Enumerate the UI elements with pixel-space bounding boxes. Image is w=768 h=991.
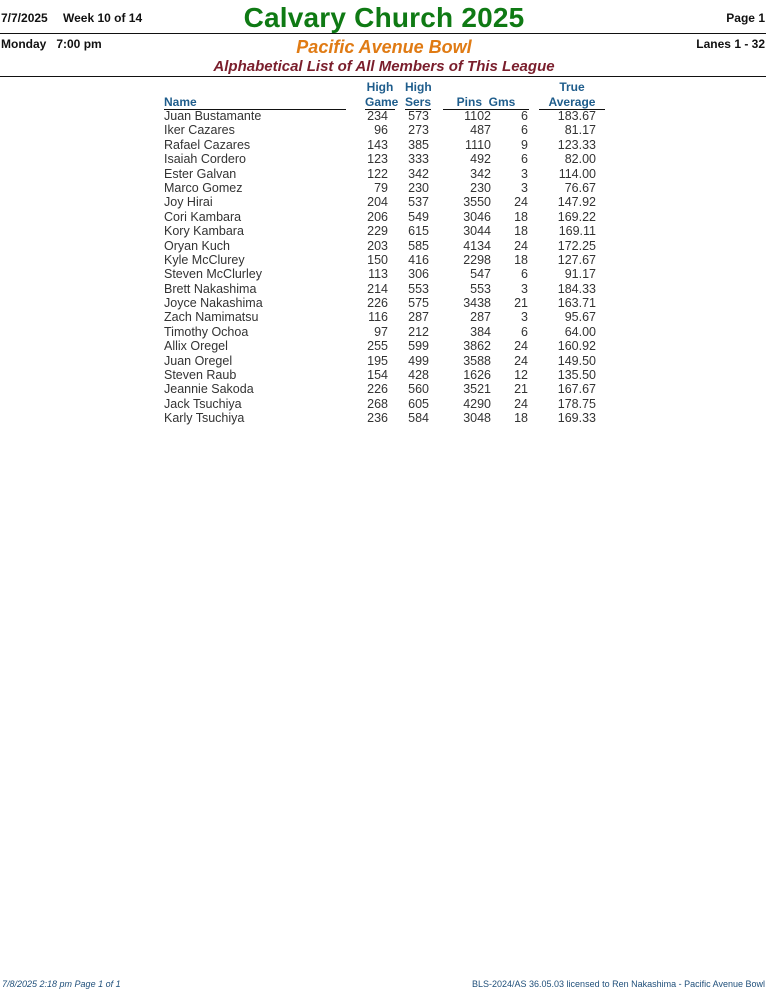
day-time: Monday 7:00 pm [1,37,102,51]
member-pins: 3588 [463,353,491,368]
member-pins: 3044 [463,224,491,239]
member-average: 76.67 [564,180,596,195]
col-header-pins-games: Pins Gms [443,95,529,110]
member-average: 172.25 [557,238,596,253]
member-name: Allix Oregel [164,339,228,354]
table-row [0,138,768,152]
member-high-game: 123 [367,152,388,167]
member-games: 18 [514,209,528,224]
member-average: 82.00 [564,152,596,167]
table-row [0,224,768,238]
member-pins: 3438 [463,296,491,311]
member-name: Rafael Cazares [164,137,251,152]
member-games: 3 [521,166,528,181]
member-high-series: 553 [408,281,429,296]
member-name: Karly Tsuchiya [164,411,245,426]
week-label: Week 10 of 14 [63,11,143,25]
member-name: Marco Gomez [164,180,243,195]
member-games: 21 [514,296,528,311]
table-row [0,296,768,310]
member-pins: 1110 [465,137,491,152]
center-name: Pacific Avenue Bowl [296,37,472,57]
col-header-average: Average [539,95,605,110]
member-average: 123.33 [557,137,596,152]
member-name: Isaiah Cordero [164,152,246,167]
member-games: 24 [514,238,528,253]
member-average: 163.71 [557,296,596,311]
member-high-game: 113 [368,267,388,282]
member-name: Steven McClurley [164,267,262,282]
page-number: Page 1 [726,11,765,25]
footer-printed: 7/8/2025 2:18 pm Page 1 of 1 [2,979,121,989]
member-average: 169.11 [558,224,596,239]
member-name: Joy Hirai [164,195,213,210]
member-high-game: 195 [367,353,388,368]
member-average: 183.67 [557,109,596,123]
member-average: 160.92 [557,339,596,354]
table-row [0,253,768,267]
table-row [0,181,768,195]
table-row [0,411,768,425]
member-name: Oryan Kuch [164,238,231,253]
member-high-game: 226 [367,382,388,397]
table-row [0,239,768,253]
member-games: 18 [514,252,528,267]
col-header-high-series: Sers [405,95,432,109]
member-high-game: 203 [367,238,388,253]
table-row [0,123,768,137]
member-name: Timothy Ochoa [164,324,249,339]
member-games: 6 [521,109,528,123]
member-average: 91.17 [564,267,596,282]
table-row [0,382,768,396]
member-high-series: 428 [408,368,429,383]
member-games: 3 [521,180,528,195]
member-name: Kyle McClurey [164,252,245,267]
member-pins: 4134 [463,238,491,253]
member-name: Joyce Nakashima [164,296,263,311]
col-header-high-series-top: High [405,80,432,94]
member-high-game: 214 [367,281,388,296]
header-rule-bottom [0,76,766,77]
member-name: Steven Raub [164,368,237,383]
member-high-series: 333 [408,152,429,167]
member-high-game: 226 [367,296,388,311]
member-pins: 3521 [463,382,491,397]
member-games: 9 [521,137,528,152]
member-name: Cori Kambara [164,209,242,224]
member-average: 135.50 [557,368,596,383]
member-pins: 1626 [463,368,491,383]
member-average: 184.33 [557,281,596,296]
report-title: Alphabetical List of All Members of This League [213,58,555,75]
member-name: Ester Galvan [164,166,237,181]
member-games: 3 [521,281,528,296]
member-high-game: 150 [367,252,388,267]
member-pins: 4290 [463,396,491,411]
member-high-series: 573 [408,109,429,123]
member-average: 64.00 [564,324,596,339]
member-name: Juan Oregel [164,353,233,368]
member-pins: 3046 [463,209,491,224]
member-high-game: 143 [367,137,388,152]
member-high-game: 79 [374,180,388,195]
member-high-series: 416 [408,252,429,267]
member-high-game: 229 [367,224,388,239]
member-games: 6 [521,123,528,138]
member-high-game: 268 [367,396,388,411]
table-row [0,167,768,181]
member-name: Brett Nakashima [164,281,257,296]
member-name: Kory Kambara [164,224,244,239]
member-pins: 2298 [463,252,491,267]
member-pins: 3550 [463,195,491,210]
member-games: 24 [514,339,528,354]
member-high-series: 599 [408,339,429,354]
member-high-series: 575 [408,296,429,311]
member-high-series: 385 [408,137,429,152]
member-games: 18 [514,411,528,426]
member-pins: 3048 [463,411,491,426]
member-pins: 487 [470,123,491,138]
member-pins: 384 [470,324,491,339]
member-high-series: 537 [408,195,429,210]
table-row [0,195,768,209]
table-row [0,210,768,224]
member-average: 81.17 [564,123,596,138]
member-high-game: 154 [367,368,388,383]
member-games: 6 [521,152,528,167]
table-row [0,354,768,368]
member-average: 178.75 [557,396,596,411]
member-games: 24 [514,195,528,210]
table-row [0,282,768,296]
member-high-series: 287 [408,310,429,325]
member-high-series: 560 [408,382,429,397]
table-row [0,267,768,281]
col-header-name: Name [164,95,346,110]
member-games: 21 [514,382,528,397]
member-high-series: 584 [408,411,429,426]
table-row [0,339,768,353]
member-games: 24 [514,396,528,411]
member-high-game: 236 [367,411,388,426]
member-average: 149.50 [557,353,596,368]
member-average: 169.22 [557,209,596,224]
col-header-high-game-top: High [366,80,394,94]
table-row [0,368,768,382]
member-games: 12 [514,368,528,383]
member-high-game: 206 [367,209,388,224]
member-name: Jack Tsuchiya [164,396,242,411]
member-high-game: 116 [368,310,388,325]
member-high-game: 122 [367,166,388,181]
member-pins: 553 [470,281,491,296]
member-games: 24 [514,353,528,368]
member-high-game: 97 [374,324,388,339]
table-row [0,310,768,324]
member-name: Zach Namimatsu [164,310,259,325]
member-pins: 1102 [464,109,491,123]
member-games: 18 [514,224,528,239]
member-high-game: 96 [374,123,388,138]
member-high-series: 273 [408,123,429,138]
footer-license: BLS-2024/AS 36.05.03 licensed to Ren Nakashima - Pacific Avenue Bowl [471,979,765,989]
member-pins: 547 [470,267,491,282]
member-games: 3 [521,310,528,325]
table-row [0,325,768,339]
member-high-series: 605 [408,396,429,411]
member-average: 127.67 [557,252,596,267]
member-name: Iker Cazares [164,123,235,138]
member-high-series: 212 [408,324,429,339]
member-name: Jeannie Sakoda [164,382,254,397]
member-high-series: 615 [408,224,429,239]
member-high-series: 342 [408,166,429,181]
table-row [0,152,768,166]
member-pins: 230 [470,180,491,195]
member-name: Juan Bustamante [164,109,262,123]
member-high-series: 499 [408,353,429,368]
member-high-series: 230 [408,180,429,195]
member-games: 6 [521,267,528,282]
member-average: 95.67 [564,310,596,325]
lanes-label: Lanes 1 - 32 [696,37,765,51]
member-pins: 3862 [463,339,491,354]
col-header-high-game: Game [365,95,399,109]
member-high-game: 204 [367,195,388,210]
member-high-series: 549 [408,209,429,224]
member-high-series: 585 [408,238,429,253]
league-title: Calvary Church 2025 [243,2,525,33]
member-average: 114.00 [558,166,596,181]
member-pins: 492 [470,152,491,167]
member-games: 6 [521,324,528,339]
member-average: 169.33 [557,411,596,426]
report-date: 7/7/2025 [1,11,48,25]
member-pins: 287 [470,310,491,325]
col-header-average-top: True [559,80,585,94]
table-row [0,109,768,123]
header-rule-top [0,33,766,34]
member-high-series: 306 [408,267,429,282]
member-high-game: 234 [367,109,388,123]
table-row [0,397,768,411]
member-list [0,109,768,426]
member-average: 147.92 [557,195,596,210]
member-average: 167.67 [557,382,596,397]
member-high-game: 255 [367,339,388,354]
member-pins: 342 [470,166,491,181]
